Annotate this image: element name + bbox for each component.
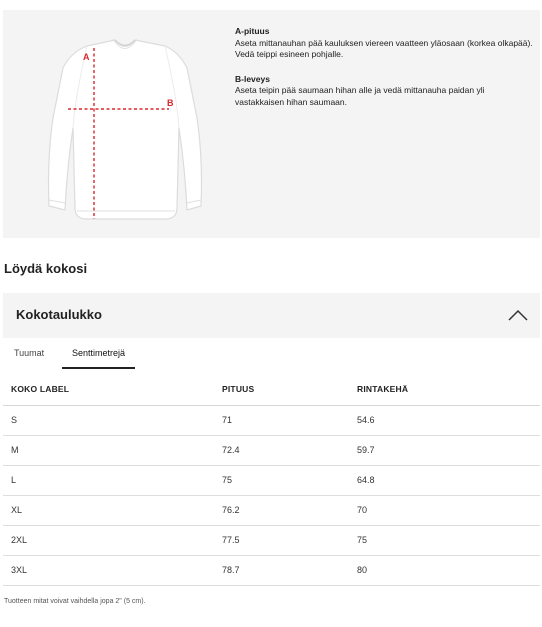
size-chart-accordion-header[interactable] bbox=[3, 293, 540, 338]
find-size-heading: Löydä kokosi bbox=[4, 261, 88, 276]
length-title: A-pituus bbox=[235, 26, 270, 36]
column-header-size: KOKO LABEL bbox=[3, 374, 214, 405]
size-cell: L bbox=[3, 465, 214, 495]
table-row bbox=[3, 435, 540, 465]
table-row bbox=[3, 465, 540, 495]
length-text: Aseta mittanauhan pää kauluksen viereen vaatteen yläosaan (korkea olkapää). Vedä teippi esineen pohjalle. bbox=[235, 37, 533, 59]
label-a: A bbox=[83, 52, 90, 62]
tab-inches[interactable]: Tuumat bbox=[14, 348, 45, 358]
measurement-instructions bbox=[235, 26, 535, 121]
measurement-guide bbox=[3, 10, 540, 238]
chest-cell: 59.7 bbox=[349, 435, 540, 465]
table-header-row bbox=[3, 374, 540, 405]
unit-tabs bbox=[3, 342, 540, 369]
chest-cell: 80 bbox=[349, 555, 540, 585]
width-instruction bbox=[235, 74, 535, 109]
chest-cell: 70 bbox=[349, 495, 540, 525]
table-row bbox=[3, 525, 540, 555]
table-row bbox=[3, 555, 540, 585]
length-cell: 72.4 bbox=[214, 435, 349, 465]
width-text: Aseta teipin pää saumaan hihan alle ja vedä mittanauha paidan yli vastakkaisen hihan saumaan. bbox=[235, 85, 485, 107]
chevron-up-icon[interactable] bbox=[508, 308, 528, 322]
column-header-chest: RINTAKEHÄ bbox=[349, 374, 540, 405]
length-cell: 78.7 bbox=[214, 555, 349, 585]
chest-cell: 64.8 bbox=[349, 465, 540, 495]
table-row bbox=[3, 495, 540, 525]
chest-cell: 75 bbox=[349, 525, 540, 555]
width-title: B-leveys bbox=[235, 73, 270, 84]
length-cell: 77.5 bbox=[214, 525, 349, 555]
length-cell: 75 bbox=[214, 465, 349, 495]
length-cell: 71 bbox=[214, 405, 349, 435]
length-cell: 76.2 bbox=[214, 495, 349, 525]
size-cell: M bbox=[3, 435, 214, 465]
label-b: B bbox=[167, 98, 174, 108]
chest-cell: 54.6 bbox=[349, 405, 540, 435]
table-row bbox=[3, 405, 540, 435]
size-footnote: Tuotteen mitat voivat vaihdella jopa 2" (5 cm). bbox=[4, 598, 146, 605]
size-cell: S bbox=[3, 405, 214, 435]
size-table bbox=[3, 374, 540, 586]
sweatshirt-illustration bbox=[27, 28, 217, 228]
length-instruction bbox=[235, 26, 535, 61]
size-cell: XL bbox=[3, 495, 214, 525]
size-cell: 2XL bbox=[3, 525, 214, 555]
column-header-length: PITUUS bbox=[214, 374, 349, 405]
tab-centimeters[interactable]: Senttimetrejä bbox=[62, 348, 135, 369]
size-cell: 3XL bbox=[3, 555, 214, 585]
size-chart-title: Kokotaulukko bbox=[16, 307, 102, 322]
